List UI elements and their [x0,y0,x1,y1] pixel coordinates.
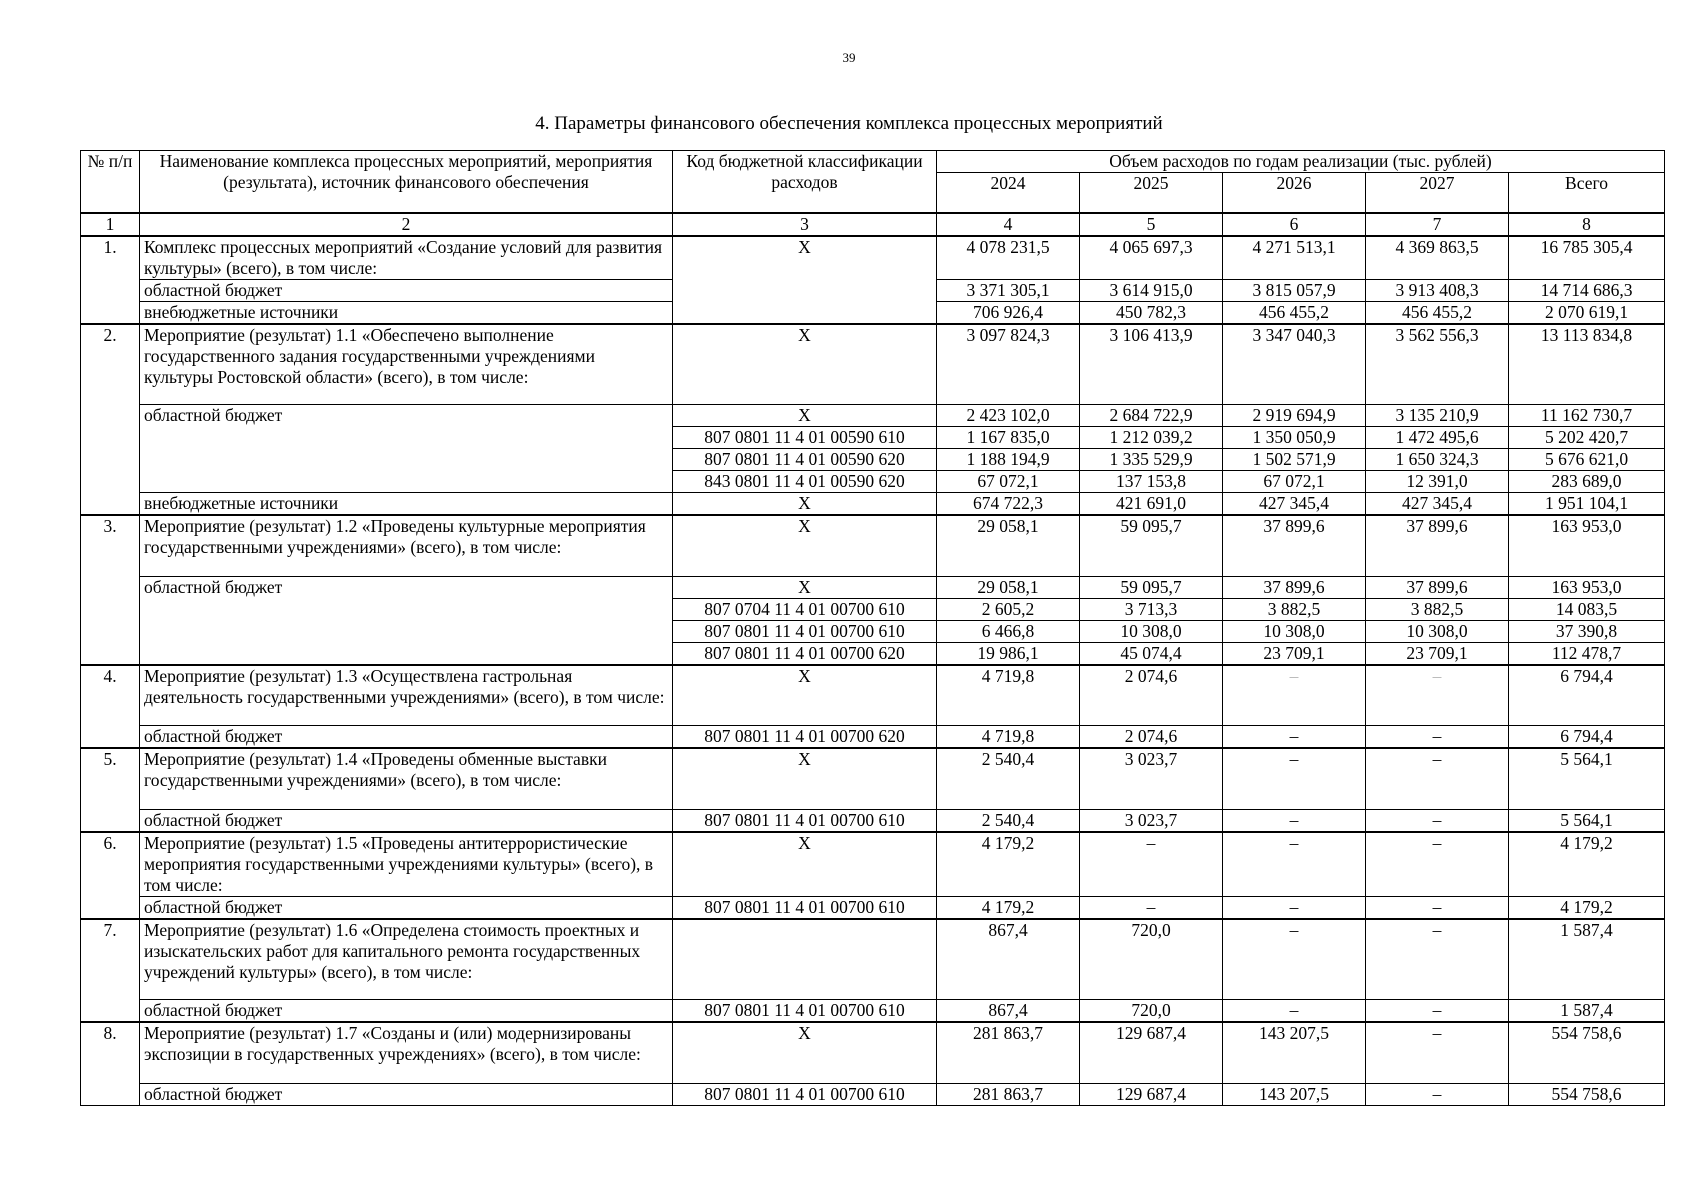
amount-2026: – [1223,726,1366,749]
amount-2025: 720,0 [1080,919,1223,1000]
item-name: Мероприятие (результат) 1.4 «Проведены обменные выставки государственными учреждениями» (всего), в том числе: [140,748,673,809]
amount-2024: 867,4 [937,919,1080,1000]
item-name: областной бюджет [140,726,673,749]
budget-code: 843 0801 11 4 01 00590 620 [673,471,937,493]
amount-2027: – [1366,726,1509,749]
column-number: 3 [673,213,937,236]
amount-2026: 3 347 040,3 [1223,324,1366,405]
amount-2026: 3 815 057,9 [1223,279,1366,301]
table-body [81,236,1665,1106]
amount-2024: 1 188 194,9 [937,449,1080,471]
amount-2027: 10 308,0 [1366,620,1509,642]
amount-2025: 3 106 413,9 [1080,324,1223,405]
amount-total: 554 758,6 [1509,1083,1665,1105]
amount-2025: 2 074,6 [1080,665,1223,726]
budget-code: X [673,748,937,809]
amount-2025: 59 095,7 [1080,515,1223,576]
amount-2025: 59 095,7 [1080,576,1223,598]
row-number: 6. [81,832,140,919]
item-name: областной бюджет [140,809,673,832]
table-row [81,832,1665,897]
budget-code: X [673,665,937,726]
amount-2027: – [1366,832,1509,897]
budget-code: 807 0801 11 4 01 00700 610 [673,620,937,642]
item-name: Мероприятие (результат) 1.6 «Определена стоимость проектных и изыскательских работ для капитального ремонта государственных учреждений культуры» (всего), в том числе: [140,919,673,1000]
amount-2026: – [1223,748,1366,809]
amount-2025: 3 023,7 [1080,809,1223,832]
amount-2026: 10 308,0 [1223,620,1366,642]
amount-2027: – [1366,809,1509,832]
amount-2024: 4 179,2 [937,896,1080,919]
amount-2026: 23 709,1 [1223,642,1366,665]
amount-total: 14 083,5 [1509,598,1665,620]
amount-2027: 3 882,5 [1366,598,1509,620]
amount-2027: 37 899,6 [1366,576,1509,598]
budget-code: X [673,576,937,598]
budget-code: X [673,236,937,324]
amount-2026: – [1223,809,1366,832]
page-number: 39 [842,50,856,65]
amount-total: 5 564,1 [1509,748,1665,809]
column-number: 8 [1509,213,1665,236]
amount-total: 16 785 305,4 [1509,236,1665,280]
amount-total: 1 951 104,1 [1509,493,1665,516]
amount-total: 37 390,8 [1509,620,1665,642]
amount-2025: 450 782,3 [1080,301,1223,324]
budget-code: X [673,324,937,405]
amount-total: 14 714 686,3 [1509,279,1665,301]
item-name: областной бюджет [140,279,673,301]
column-number: 4 [937,213,1080,236]
budget-code: X [673,515,937,576]
item-name: Мероприятие (результат) 1.7 «Созданы и (или) модернизированы экспозиции в государственных учреждениях» (всего), в том числе: [140,1022,673,1083]
column-number: 5 [1080,213,1223,236]
header-volume: Объем расходов по годам реализации (тыс. рублей) [937,151,1665,173]
amount-2024: 674 722,3 [937,493,1080,516]
header-code: Код бюджетной классификации расходов [673,151,937,213]
amount-2024: 1 167 835,0 [937,427,1080,449]
amount-total: 1 587,4 [1509,919,1665,1000]
header-num: № п/п [81,151,140,213]
amount-total: 163 953,0 [1509,515,1665,576]
amount-2026: 143 207,5 [1223,1022,1366,1083]
amount-2027: 427 345,4 [1366,493,1509,516]
amount-2025: 129 687,4 [1080,1022,1223,1083]
amount-2027: 3 913 408,3 [1366,279,1509,301]
item-name: внебюджетные источники [140,493,673,516]
table-row [81,515,1665,576]
amount-2024: 67 072,1 [937,471,1080,493]
amount-2026: 37 899,6 [1223,576,1366,598]
amount-2026: 2 919 694,9 [1223,405,1366,427]
amount-2026: – [1223,665,1366,726]
amount-total: 5 676 621,0 [1509,449,1665,471]
amount-total: 4 179,2 [1509,896,1665,919]
header-year-2027: 2027 [1366,173,1509,213]
amount-2024: 3 097 824,3 [937,324,1080,405]
amount-2025: 3 614 915,0 [1080,279,1223,301]
amount-2027: – [1366,919,1509,1000]
item-name: областной бюджет [140,1083,673,1105]
amount-2025: – [1080,832,1223,897]
amount-2024: 4 078 231,5 [937,236,1080,280]
amount-2027: 3 562 556,3 [1366,324,1509,405]
budget-code: 807 0801 11 4 01 00700 620 [673,642,937,665]
amount-2024: 3 371 305,1 [937,279,1080,301]
amount-2026: 4 271 513,1 [1223,236,1366,280]
amount-2024: 29 058,1 [937,576,1080,598]
amount-total: 283 689,0 [1509,471,1665,493]
item-name: областной бюджет [140,576,673,665]
amount-2025: 4 065 697,3 [1080,236,1223,280]
amount-total: 11 162 730,7 [1509,405,1665,427]
budget-code: X [673,405,937,427]
amount-2025: 129 687,4 [1080,1083,1223,1105]
amount-2025: 1 212 039,2 [1080,427,1223,449]
amount-2025: 2 684 722,9 [1080,405,1223,427]
amount-2024: 4 179,2 [937,832,1080,897]
table-row [81,236,1665,280]
table-row [81,726,1665,749]
amount-2027: 37 899,6 [1366,515,1509,576]
amount-total: 13 113 834,8 [1509,324,1665,405]
amount-2024: 706 926,4 [937,301,1080,324]
amount-2025: – [1080,896,1223,919]
amount-2027: 3 135 210,9 [1366,405,1509,427]
table-row [81,1022,1665,1083]
amount-2027: 23 709,1 [1366,642,1509,665]
amount-2027: – [1366,1083,1509,1105]
table-row [81,748,1665,809]
amount-total: 4 179,2 [1509,832,1665,897]
amount-total: 6 794,4 [1509,665,1665,726]
amount-2024: 4 719,8 [937,726,1080,749]
amount-total: 5 564,1 [1509,809,1665,832]
header-name: Наименование комплекса процессных мероприятий, мероприятия (результата), источник финансового обеспечения [140,151,673,213]
amount-2025: 45 074,4 [1080,642,1223,665]
row-number: 8. [81,1022,140,1105]
amount-total: 5 202 420,7 [1509,427,1665,449]
header-year-2024: 2024 [937,173,1080,213]
amount-2026: – [1223,1000,1366,1023]
amount-2026: 37 899,6 [1223,515,1366,576]
budget-code: X [673,493,937,516]
amount-2026: – [1223,919,1366,1000]
amount-2027: – [1366,665,1509,726]
table-row [81,405,1665,427]
amount-2025: 10 308,0 [1080,620,1223,642]
amount-2026: 67 072,1 [1223,471,1366,493]
amount-2025: 3 023,7 [1080,748,1223,809]
amount-2027: 456 455,2 [1366,301,1509,324]
column-number: 1 [81,213,140,236]
amount-total: 163 953,0 [1509,576,1665,598]
amount-2026: – [1223,896,1366,919]
amount-2026: 143 207,5 [1223,1083,1366,1105]
amount-total: 2 070 619,1 [1509,301,1665,324]
budget-code: 807 0801 11 4 01 00700 610 [673,896,937,919]
amount-2027: 4 369 863,5 [1366,236,1509,280]
table-row [81,493,1665,516]
amount-2026: – [1223,832,1366,897]
header-year-2026: 2026 [1223,173,1366,213]
budget-code: 807 0801 11 4 01 00590 620 [673,449,937,471]
column-number: 7 [1366,213,1509,236]
table-row [81,324,1665,405]
amount-total: 112 478,7 [1509,642,1665,665]
amount-2024: 2 605,2 [937,598,1080,620]
table-row [81,1083,1665,1105]
table-row [81,576,1665,598]
budget-code: 807 0801 11 4 01 00700 610 [673,809,937,832]
row-number: 7. [81,919,140,1023]
amount-2025: 421 691,0 [1080,493,1223,516]
financing-table [80,150,1665,1106]
item-name: Мероприятие (результат) 1.3 «Осуществлена гастрольная деятельность государственными учреждениями» (всего), в том числе: [140,665,673,726]
amount-2027: 12 391,0 [1366,471,1509,493]
budget-code: 807 0801 11 4 01 00700 610 [673,1083,937,1105]
amount-2025: 2 074,6 [1080,726,1223,749]
amount-2027: – [1366,1000,1509,1023]
amount-2025: 137 153,8 [1080,471,1223,493]
amount-2026: 456 455,2 [1223,301,1366,324]
table-row [81,896,1665,919]
amount-total: 6 794,4 [1509,726,1665,749]
amount-total: 554 758,6 [1509,1022,1665,1083]
item-name: Мероприятие (результат) 1.1 «Обеспечено выполнение государственного задания государственными учреждениями культуры Ростовской области» (всего), в том числе: [140,324,673,405]
amount-2027: – [1366,748,1509,809]
amount-2024: 4 719,8 [937,665,1080,726]
row-number: 5. [81,748,140,832]
budget-code: 807 0704 11 4 01 00700 610 [673,598,937,620]
amount-2025: 1 335 529,9 [1080,449,1223,471]
item-name: областной бюджет [140,1000,673,1023]
column-number: 6 [1223,213,1366,236]
header-total: Всего [1509,173,1665,213]
table-row [81,809,1665,832]
amount-2026: 1 350 050,9 [1223,427,1366,449]
amount-2024: 867,4 [937,1000,1080,1023]
document-title: 4. Параметры финансового обеспечения комплекса процессных мероприятий [535,113,1163,134]
amount-2024: 29 058,1 [937,515,1080,576]
row-number: 4. [81,665,140,749]
amount-2024: 2 540,4 [937,748,1080,809]
amount-2024: 281 863,7 [937,1022,1080,1083]
amount-2027: – [1366,1022,1509,1083]
row-number: 2. [81,324,140,516]
amount-2027: – [1366,896,1509,919]
amount-2027: 1 650 324,3 [1366,449,1509,471]
amount-2024: 6 466,8 [937,620,1080,642]
column-number: 2 [140,213,673,236]
budget-code: 807 0801 11 4 01 00590 610 [673,427,937,449]
budget-code: X [673,1022,937,1083]
amount-2025: 720,0 [1080,1000,1223,1023]
table-row [81,919,1665,1000]
amount-2027: 1 472 495,6 [1366,427,1509,449]
item-name: областной бюджет [140,405,673,493]
table-row [81,665,1665,726]
item-name: внебюджетные источники [140,301,673,324]
header-year-2025: 2025 [1080,173,1223,213]
item-name: областной бюджет [140,896,673,919]
item-name: Мероприятие (результат) 1.5 «Проведены антитеррористические мероприятия государственными учреждениями культуры» (всего), в том числе: [140,832,673,897]
item-name: Мероприятие (результат) 1.2 «Проведены культурные мероприятия государственными учреждениями» (всего), в том числе: [140,515,673,576]
amount-total: 1 587,4 [1509,1000,1665,1023]
amount-2024: 2 423 102,0 [937,405,1080,427]
item-name: Комплекс процессных мероприятий «Создание условий для развития культуры» (всего), в том числе: [140,236,673,280]
amount-2026: 1 502 571,9 [1223,449,1366,471]
row-number: 1. [81,236,140,324]
amount-2026: 427 345,4 [1223,493,1366,516]
table-row [81,1000,1665,1023]
amount-2025: 3 713,3 [1080,598,1223,620]
amount-2024: 281 863,7 [937,1083,1080,1105]
amount-2024: 19 986,1 [937,642,1080,665]
budget-code: 807 0801 11 4 01 00700 610 [673,1000,937,1023]
row-number: 3. [81,515,140,665]
budget-code [673,919,937,1000]
amount-2026: 3 882,5 [1223,598,1366,620]
budget-code: 807 0801 11 4 01 00700 620 [673,726,937,749]
budget-code: X [673,832,937,897]
amount-2024: 2 540,4 [937,809,1080,832]
